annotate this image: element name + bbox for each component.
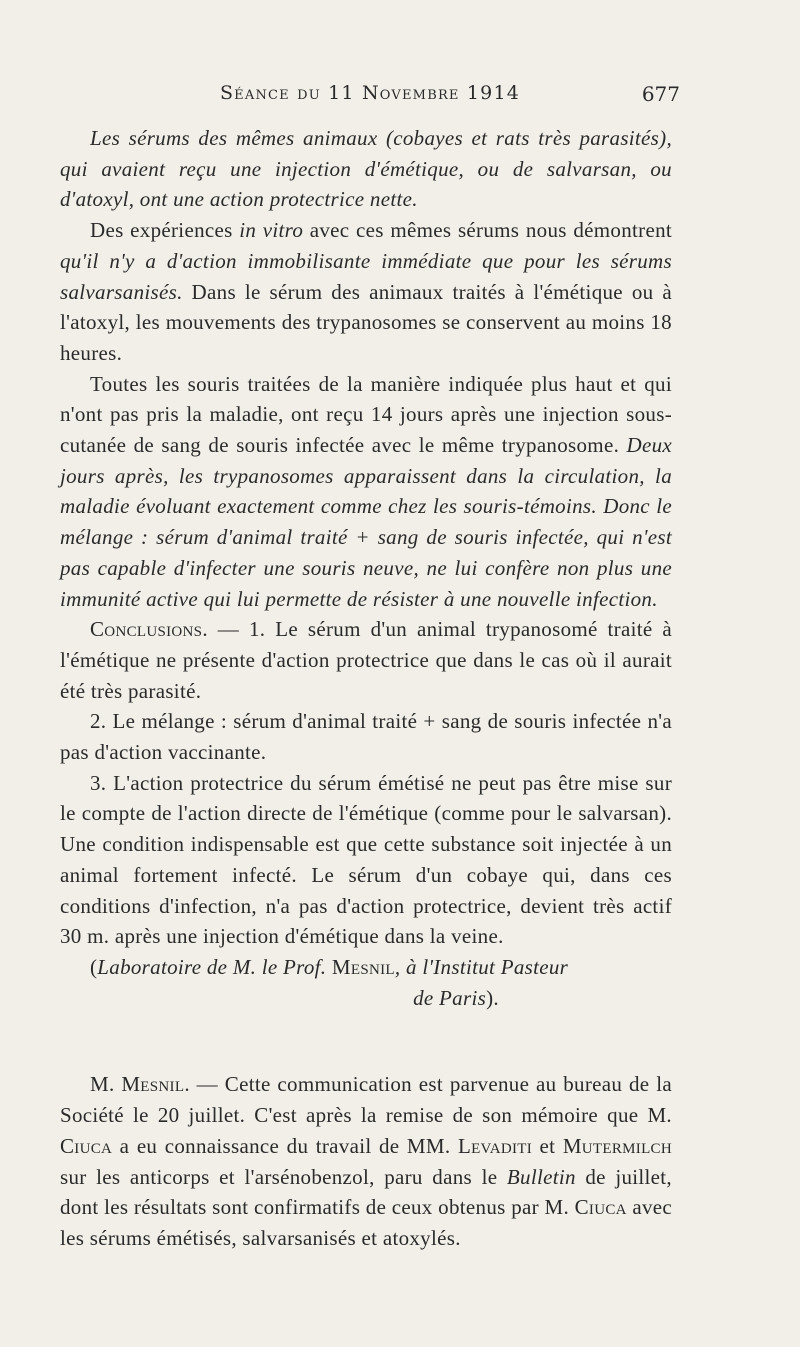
laboratory-attribution <box>60 952 672 1013</box>
comment-name-mutermilch: Mutermilch <box>562 1133 672 1158</box>
comment-text-3: et <box>532 1133 563 1158</box>
attribution-close-paren: ). <box>486 985 499 1010</box>
comment-text-4: sur les anticorps et l'arsénobenzol, paru dans le <box>60 1164 507 1189</box>
comment-name-levaditi: Levaditi <box>457 1133 533 1158</box>
paragraph2-text-e: Dans le sérum des animaux traités à l'émétique ou à l'atoxyl, les mouvements des trypanosomes se conservent au moins 18 heures. <box>60 279 672 365</box>
comment-text-5: de juillet, dont les résultats sont confirmatifs de ceux obtenus par M. <box>60 1164 672 1220</box>
conclusions-heading: Conclusions. <box>90 617 208 642</box>
comment-name-ciuca-2: Ciuca <box>574 1195 627 1220</box>
page-number: 677 <box>641 82 680 106</box>
paragraph-in-vitro <box>60 215 672 369</box>
conclusion-1-text: — 1. Le sérum d'un animal trypanosomé traité à l'émétique ne présente d'action protectrice que dans le cas où il aurait été très parasité. <box>60 617 672 703</box>
attribution-city: de Paris <box>413 985 487 1010</box>
conclusion-2: 2. Le mélange : sérum d'animal traité + sang de souris infectée n'a pas d'action vaccinante. <box>60 709 672 765</box>
comment-bulletin: Bulletin <box>506 1164 576 1189</box>
paragraph2-text-c: avec ces mêmes sérums nous démontrent <box>303 218 672 243</box>
section-gap <box>60 1013 672 1069</box>
paragraph3-text-a: Toutes les souris traitées de la manière indiquée plus haut et qui n'ont pas pris la maladie, ont reçu 14 jours après une injection sous-cutanée de sang de souris infectée avec le même trypanosome. <box>60 371 672 458</box>
attribution-lab: Laboratoire de M. le Prof. <box>97 954 332 979</box>
comment-mesnil <box>60 1069 672 1253</box>
conclusion-1 <box>60 614 672 706</box>
attribution-institute: , à l'Institut Pasteur <box>394 954 569 979</box>
paragraph3-italic-result: Deux jours après, les trypanosomes apparaissent dans la circulation, la maladie évoluant exactement comme chez les souris-témoins. Donc le mélange : sérum d'animal traité + sang de souris infectée, qui n'est pas capable d'infecter une souris neuve, ne lui confère non plus une immunité active qui lui permette de résister à une nouvelle infection. <box>60 433 672 611</box>
paragraph-mice-infection <box>60 369 672 615</box>
comment-text-1: . — Cette communication est parvenue au bureau de la Société le 20 juillet. C'est après la remise de son mémoire que M. <box>60 1072 672 1128</box>
attribution-name: Mesnil <box>331 954 395 979</box>
paragraph2-text-a: Des expériences <box>90 218 240 243</box>
page-header <box>60 82 680 112</box>
comment-author: M. Mesnil <box>90 1072 185 1097</box>
comment-text-2: a eu connaissance du travail de MM. <box>112 1133 458 1158</box>
comment-name-ciuca: Ciuca <box>60 1133 113 1158</box>
attribution-end-line <box>60 983 672 1014</box>
comment-text-6: avec les sérums émétisés, salvarsanisés et atoxylés. <box>60 1195 673 1250</box>
paragraph2-italic-in-vitro: in vitro <box>239 218 304 243</box>
running-head: Séance du 11 Novembre 1914 <box>219 82 521 104</box>
conclusion-3: 3. L'action protectrice du sérum émétisé ne peut pas être mise sur le compte de l'action directe de l'émétique (comme pour le salvarsan). Une condition indispensable est que cette substance soit injectée à un animal fortement infecté. Le sérum d'un cobaye qui, dans ces conditions d'infection, n'a pas d'action protectrice, devient très actif 30 m. après une injection d'émétique dans la veine. <box>60 770 672 949</box>
paragraph-sera-protective: Les sérums des mêmes animaux (cobayes et rats très parasités), qui avaient reçu une injection d'émétique, ou de salvarsan, ou d'atoxyl, ont une action protectrice nette. <box>60 126 672 212</box>
article-body <box>60 123 672 1254</box>
attribution-open-paren: ( <box>90 954 98 979</box>
paragraph2-italic-finding: qu'il n'y a d'action immobilisante immédiate que pour les sérums salvarsanisés. <box>60 248 672 304</box>
